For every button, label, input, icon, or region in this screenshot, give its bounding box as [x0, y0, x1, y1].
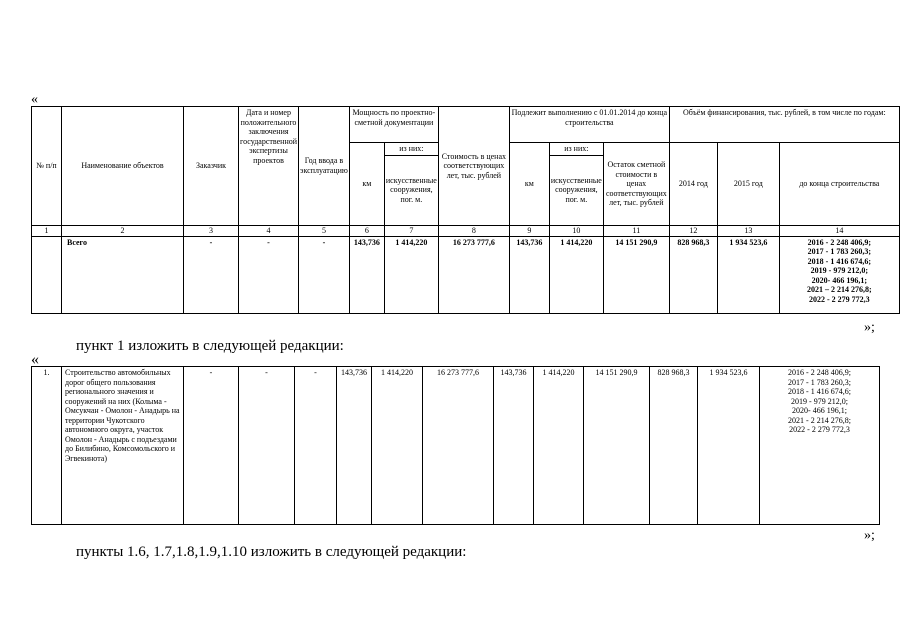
item-table — [31, 366, 880, 525]
total-artificial-2: 1 414,220 — [549, 236, 603, 313]
item-year: - — [295, 367, 337, 525]
total-cost: 16 273 777,6 — [438, 236, 509, 313]
header-of-which: из них: — [384, 143, 438, 156]
item-years — [760, 367, 880, 525]
year-line: 2022 - 2 279 772,3 — [789, 425, 850, 434]
total-km: 143,736 — [349, 236, 384, 313]
item-row — [32, 367, 880, 525]
total-artificial: 1 414,220 — [384, 236, 438, 313]
item-customer: - — [184, 367, 239, 525]
year-line: 2019 - 979 212,0; — [810, 266, 868, 275]
header-artificial: искусственные сооружения, пог. м. — [384, 155, 438, 225]
item-name: Строительство автомобильных дорог общего пользования регионального значения и сооружений на них (Колыма - Омсукчан - Омолон - Анадырь на территории Чукотского автономного округа, участок Омолон - Анадырь с подъездами до Билибино, Комсомольского и Эгвекинота) — [62, 367, 184, 525]
year-line: 2018 - 1 416 674,6; — [788, 387, 851, 396]
year-line: 2017 - 1 783 260,3; — [807, 247, 871, 256]
year-line: 2016 - 2 248 406,9; — [788, 368, 851, 377]
header-funding-group: Объём финансирования, тыс. рублей, в том числе по годам: — [669, 107, 899, 143]
header-km: км — [349, 143, 384, 226]
col-num: 4 — [239, 225, 299, 236]
col-num: 2 — [62, 225, 184, 236]
total-2015: 1 934 523,6 — [717, 236, 779, 313]
year-line: 2021 – 2 214 276,8; — [807, 285, 872, 294]
instruction-paragraph-1: пункт 1 изложить в следующей редакции: — [76, 338, 344, 354]
item-artificial: 1 414,220 — [372, 367, 423, 525]
header-2015: 2015 год — [717, 143, 779, 226]
opening-quote: « — [31, 92, 38, 107]
item-expertise: - — [239, 367, 295, 525]
year-line: 2022 - 2 279 772,3 — [809, 294, 870, 304]
item-2014: 828 968,3 — [650, 367, 698, 525]
header-km-2: км — [509, 143, 549, 226]
total-remaining: 14 151 290,9 — [603, 236, 669, 313]
col-num: 7 — [384, 225, 438, 236]
col-num: 8 — [438, 225, 509, 236]
header-expertise-date: Дата и номер положительного заключения государственной экспертизы проектов — [239, 107, 299, 226]
col-num: 11 — [603, 225, 669, 236]
total-label: Всего — [62, 236, 184, 313]
year-line: 2018 - 1 416 674,6; — [807, 256, 871, 266]
col-num: 13 — [717, 225, 779, 236]
col-num: 12 — [669, 225, 717, 236]
item-remaining: 14 151 290,9 — [584, 367, 650, 525]
column-number-row — [32, 225, 900, 236]
total-km-2: 143,736 — [509, 236, 549, 313]
header-name: Наименование объектов — [62, 107, 184, 226]
header-year: Год ввода в эксплуатацию — [299, 107, 350, 226]
closing-quote-2: »; — [864, 528, 875, 543]
header-artificial-2: искусственные сооружения, пог. м. — [549, 155, 603, 225]
header-customer: Заказчик — [184, 107, 239, 226]
item-cost: 16 273 777,6 — [423, 367, 494, 525]
opening-quote-2: « — [31, 351, 39, 368]
col-num: 3 — [184, 225, 239, 236]
total-year: - — [299, 236, 350, 313]
header-subject-group: Подлежит выполнению с 01.01.2014 до конца строительства — [509, 107, 669, 143]
total-years — [779, 236, 899, 313]
total-num — [32, 236, 62, 313]
header-cost: Стоимость в ценах соответствующих лет, тыс. рублей — [438, 107, 509, 226]
header-capacity-group: Мощность по проектно-сметной документации — [349, 107, 438, 143]
col-num: 5 — [299, 225, 350, 236]
year-line: 2019 - 979 212,0; — [791, 396, 848, 406]
header-2014: 2014 год — [669, 143, 717, 226]
item-2015: 1 934 523,6 — [698, 367, 760, 525]
item-km: 143,736 — [337, 367, 372, 525]
col-num: 14 — [779, 225, 899, 236]
col-num: 1 — [32, 225, 62, 236]
instruction-paragraph-2: пункты 1.6, 1.7,1.8,1.9,1.10 изложить в следующей редакции: — [76, 544, 467, 560]
header-remaining: Остаток сметной стоимости в ценах соответствующих лет, тыс. рублей — [603, 143, 669, 226]
summary-table — [31, 106, 900, 314]
year-line: 2016 - 2 248 406,9; — [807, 237, 871, 247]
total-expertise: - — [239, 236, 299, 313]
total-2014: 828 968,3 — [669, 236, 717, 313]
header-of-which-2: из них: — [549, 143, 603, 156]
header-num: № п/п — [32, 107, 62, 226]
year-line: 2021 - 2 214 276,8; — [788, 415, 851, 425]
item-artificial-2: 1 414,220 — [534, 367, 584, 525]
year-line: 2017 - 1 783 260,3; — [788, 377, 851, 387]
col-num: 6 — [349, 225, 384, 236]
header-to-end: до конца строительства — [779, 143, 899, 226]
closing-quote: »; — [864, 320, 875, 335]
item-km-2: 143,736 — [494, 367, 534, 525]
year-line: 2020- 466 196,1; — [811, 275, 867, 285]
year-line: 2020- 466 196,1; — [792, 406, 847, 415]
col-num: 10 — [549, 225, 603, 236]
col-num: 9 — [509, 225, 549, 236]
total-row — [32, 236, 900, 313]
total-customer: - — [184, 236, 239, 313]
item-num: 1. — [32, 367, 62, 525]
